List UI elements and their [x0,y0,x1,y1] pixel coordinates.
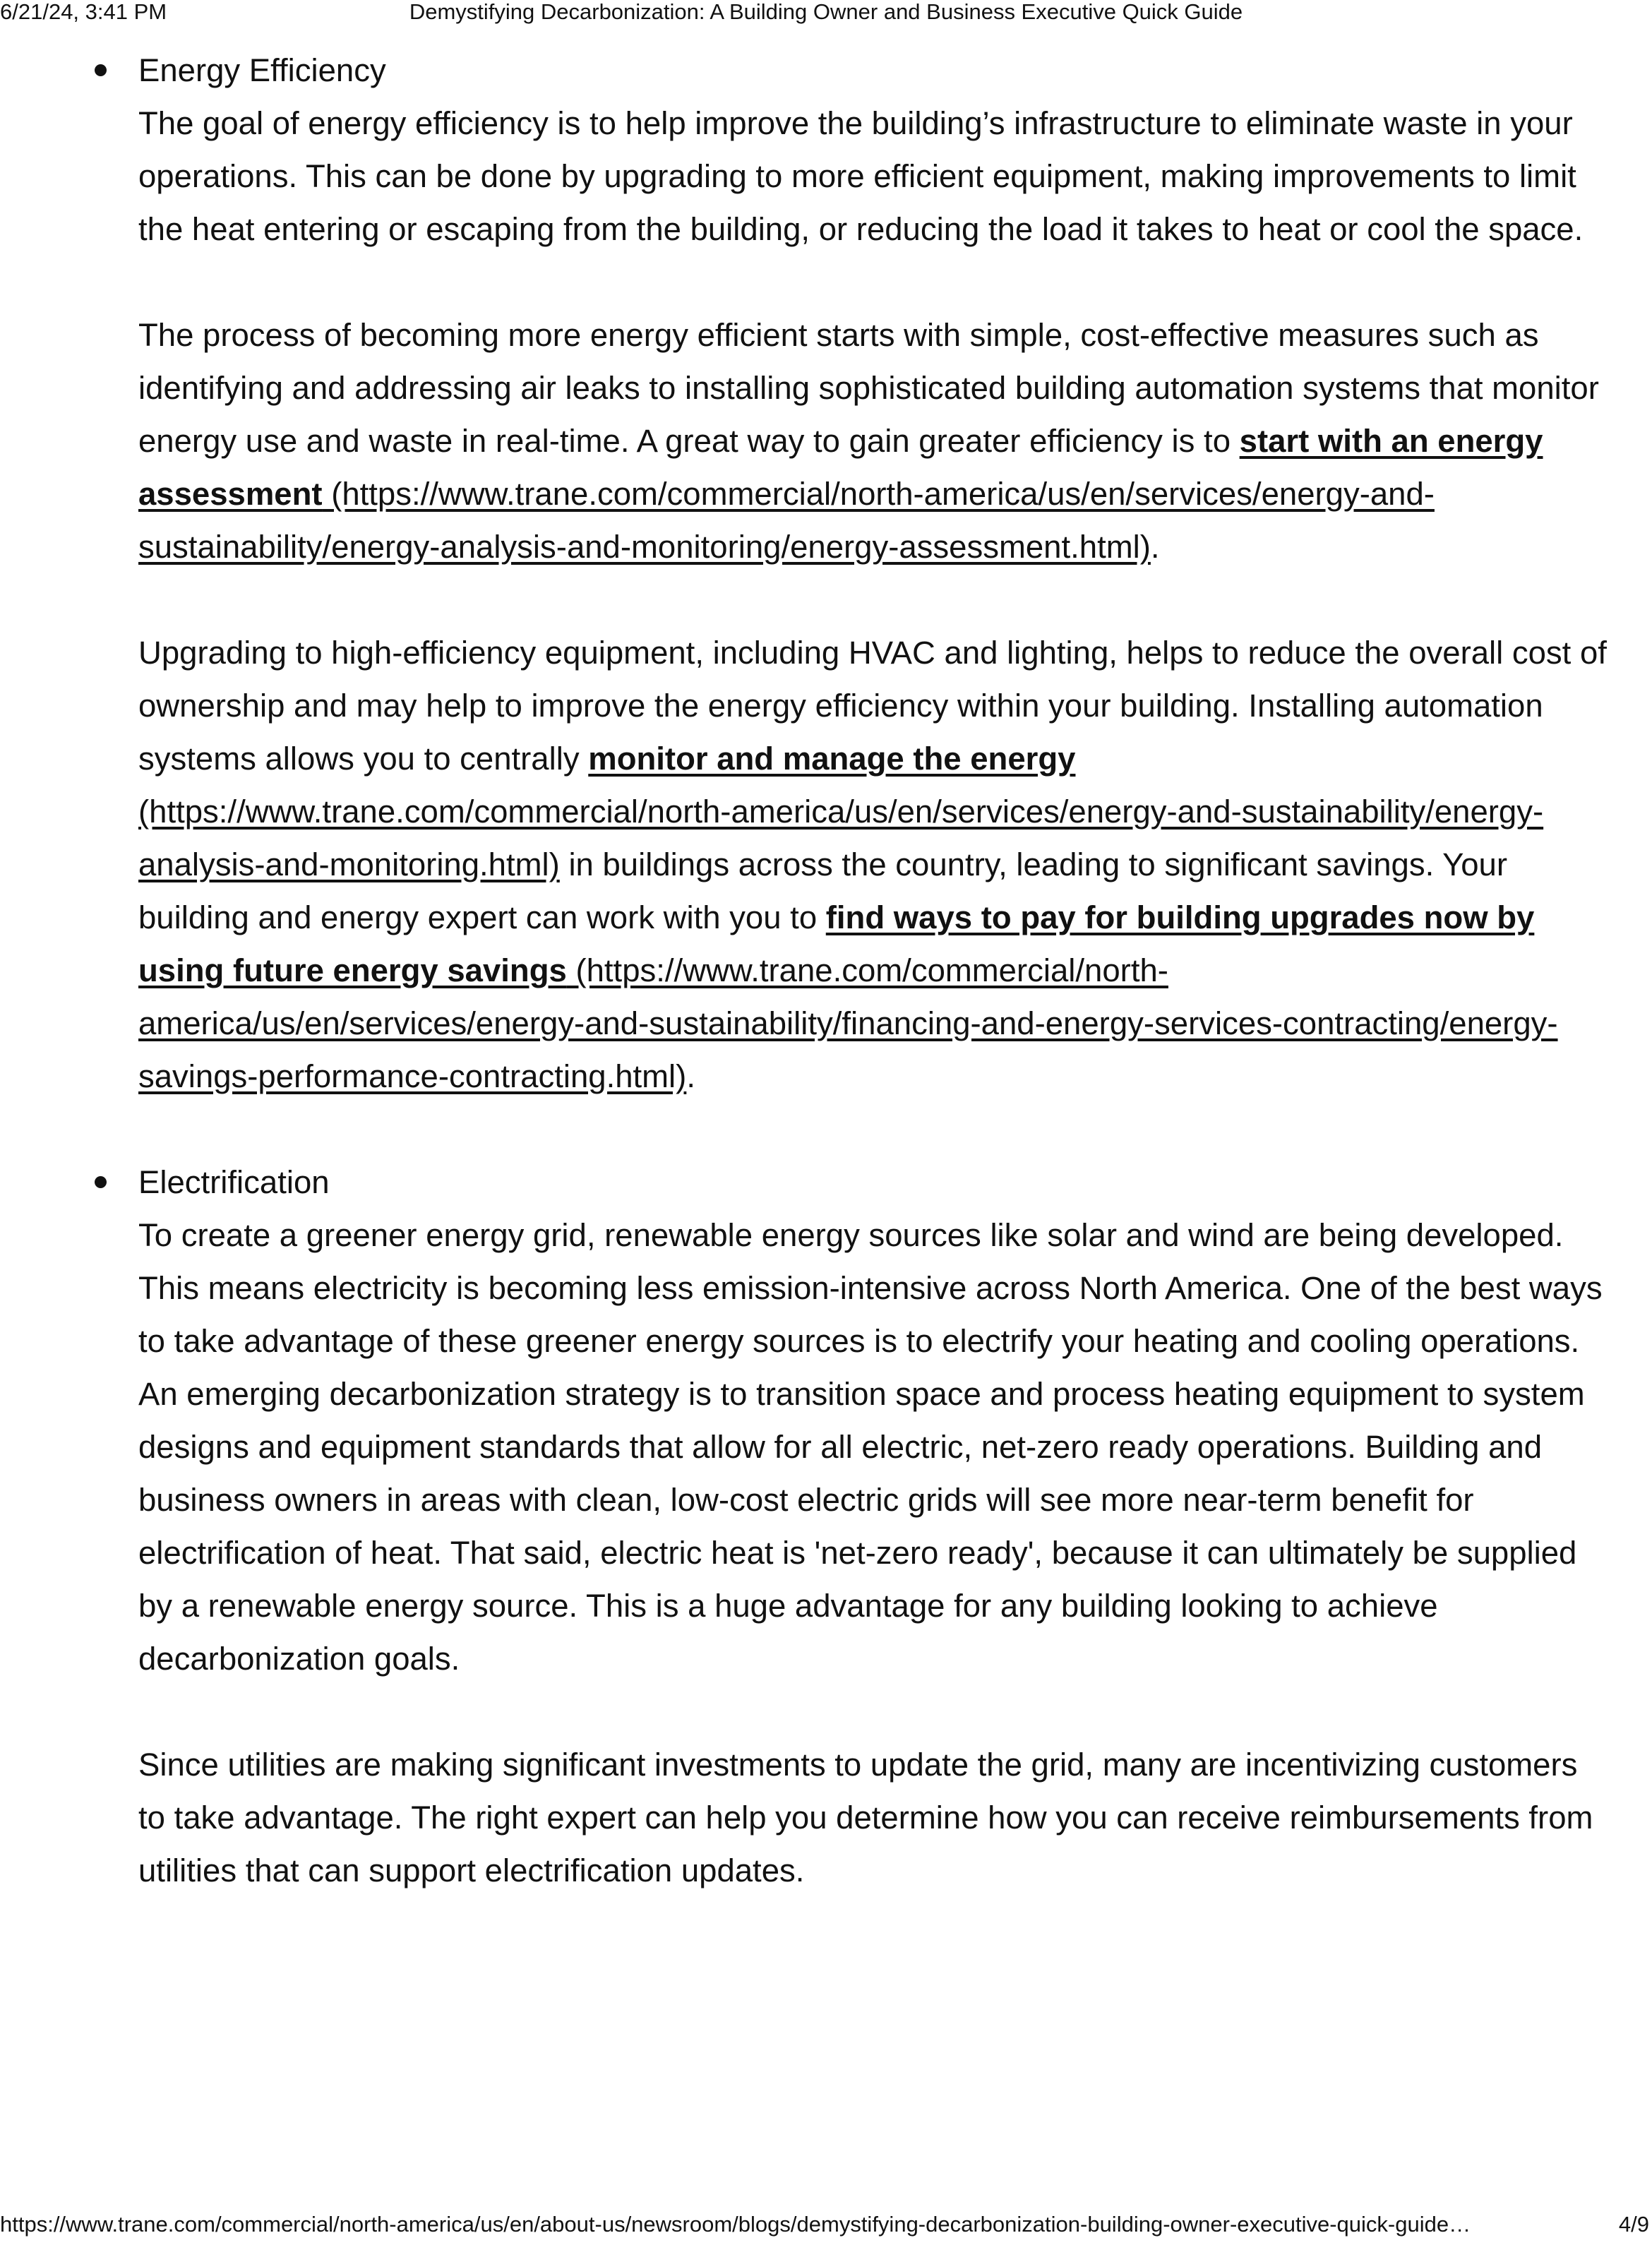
print-footer [0,2213,1652,2241]
bullet-icon [95,64,107,76]
link-url: (https://www.trane.com/commercial/north-america/us/en/services/energy-and-sustainability/energy-analysis-and-monitoring/energy-assessment.html) [138,476,1435,565]
section-heading: Energy Efficiency [138,52,386,88]
link-url: (https://www.trane.com/commercial/north-america/us/en/services/energy-and-sustainability/energy-analysis-and-monitoring.html) [138,794,1544,882]
paragraph-text: in buildings across the country, leading to significant savings. Your building and energy expert can work with you to [138,846,1508,935]
link-url: (https://www.trane.com/commercial/north-america/us/en/services/energy-and-sustainability/financing-and-energy-services-contracting/energy-savings-performance-contracting.html) [138,952,1558,1094]
section-electrification [138,1156,1607,1897]
paragraph [138,309,1607,573]
page-number: 4/9 [1618,2212,1649,2237]
print-url: https://www.trane.com/commercial/north-america/us/en/about-us/newsroom/blogs/demystifying-decarbonization-building-owner-executive-quick-guide… [0,2213,1471,2237]
print-header [0,0,1652,28]
paragraph-text: . [686,1058,695,1094]
paragraph-text: The process of becoming more energy efficient starts with simple, cost-effective measures such as identifying and addressing air leaks to installing sophisticated building automation systems that monitor energy use and waste in real-time. A great way to gain greater efficiency is to [138,317,1599,459]
paragraph: Since utilities are making significant investments to update the grid, many are incentivizing customers to take advantage. The right expert can help you determine how you can receive reimbursements from utilities that can support electrification updates. [138,1747,1593,1888]
link-text: monitor and manage the energy [588,741,1076,777]
paragraph-text: . [1150,529,1160,565]
section-energy-efficiency [138,44,1607,1103]
link-text: find ways to pay for building upgrades now by using future energy savings [138,899,1535,988]
paragraph-text: Upgrading to high-efficiency equipment, including HVAC and lighting, helps to reduce the overall cost of ownership and may help to improve the energy efficiency within your building. Installing automation systems allows you to centrally [138,635,1607,777]
link-text: start with an energy assessment [138,423,1543,512]
paragraph [138,626,1607,1103]
article-content [138,44,1607,1897]
paragraph: To create a greener energy grid, renewable energy sources like solar and wind are being developed. This means electricity is becoming less emission-intensive across North America. One of the best ways to take advantage of these greener energy sources is to electrify your heating and cooling operations. An emerging decarbonization strategy is to transition space and process heating equipment to system designs and equipment standards that allow for all electric, net-zero ready operations. Building and business owners in areas with clean, low-cost electric grids will see more near-term benefit for electrification of heat. That said, electric heat is 'net-zero ready', because it can ultimately be supplied by a renewable energy source. This is a huge advantage for any building looking to achieve decarbonization goals. [138,1217,1603,1677]
section-heading: Electrification [138,1164,330,1200]
print-page-title: Demystifying Decarbonization: A Building Owner and Business Executive Quick Guide [409,0,1243,24]
print-date: 6/21/24, 3:41 PM [0,0,167,24]
paragraph: The goal of energy efficiency is to help improve the building’s infrastructure to eliminate waste in your operations. This can be done by upgrading to more efficient equipment, making improvements to limit the heat entering or escaping from the building, or reducing the load it takes to heat or cool the space. [138,105,1584,247]
bullet-icon [95,1176,107,1188]
